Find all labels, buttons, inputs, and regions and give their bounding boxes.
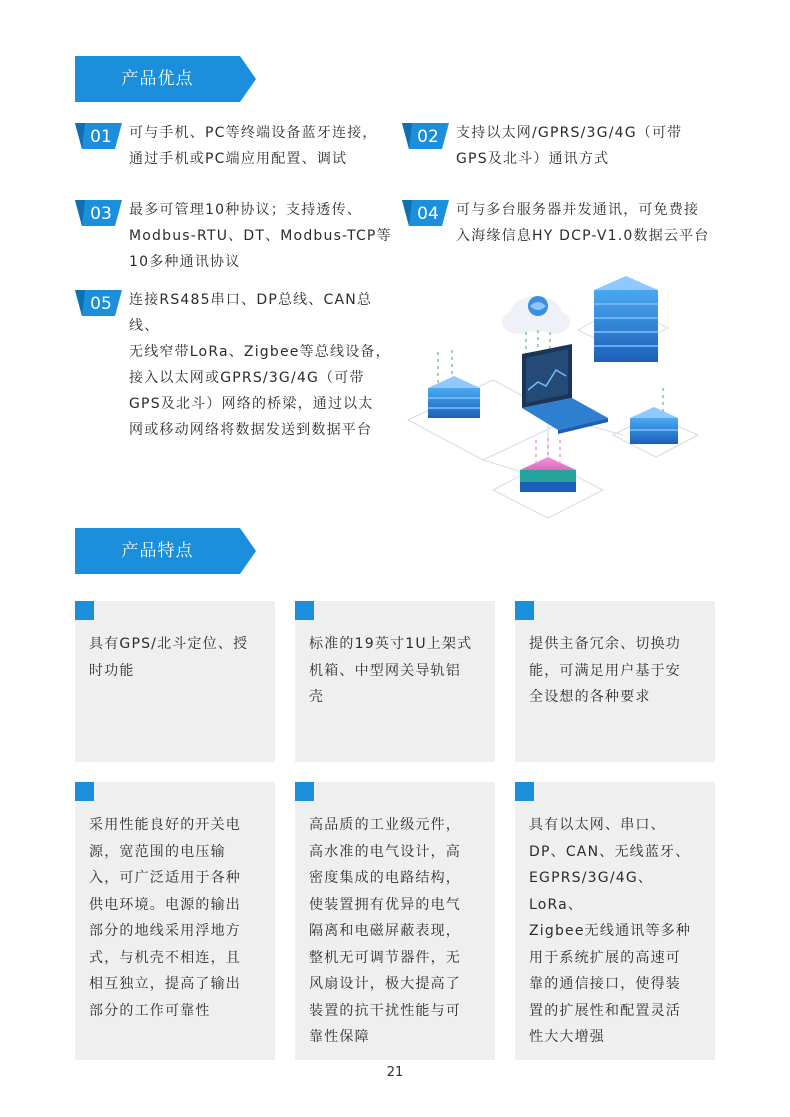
number-badge: 05	[75, 290, 122, 316]
server-stack-icon	[520, 438, 576, 492]
feature-card	[75, 782, 275, 1060]
feature-text: 具有GPS/北斗定位、授 时功能	[89, 636, 249, 679]
server-stack-icon	[630, 407, 678, 444]
square-marker-icon	[295, 601, 314, 620]
advantage-item	[402, 123, 722, 183]
feature-text: 提供主备冗余、切换功 能，可满足用户基于安 全设想的各种要求	[529, 636, 681, 705]
square-marker-icon	[515, 782, 534, 801]
advantage-text: 可与手机、PC等终端设备蓝牙连接， 通过手机或PC端应用配置、调试	[129, 125, 378, 167]
advantage-text: 连接RS485串口、DP总线、CAN总线、 无线窄带LoRa、Zigbee等总线设备， 接入以太网或GPRS/3G/4G（可带 GPS及北斗）网络的桥梁，通过以太 网或移动网络将数据发送到数据平台	[129, 292, 391, 438]
advantage-item	[75, 290, 395, 438]
feature-text: 标准的19英寸1U上架式 机箱、中型网关导轨铝 壳	[309, 636, 473, 705]
section-banner-features	[75, 528, 256, 574]
number-badge: 04	[402, 200, 449, 226]
square-marker-icon	[295, 782, 314, 801]
square-marker-icon	[75, 601, 94, 620]
network-servers-laptop-illustration	[398, 270, 704, 526]
square-marker-icon	[75, 782, 94, 801]
feature-card	[295, 601, 495, 762]
section-title: 产品特点	[121, 541, 194, 561]
number-badge: 02	[402, 123, 449, 149]
feature-card	[515, 601, 715, 762]
page-number: 21	[386, 1065, 404, 1080]
feature-text: 具有以太网、串口、 DP、CAN、无线蓝牙、 EGPRS/3G/4G、LoRa、 Zigbee无线通讯等多种 用于系统扩展的高速可 靠的通信接口，使得装 置的扩展性和配置灵活 性大大增强	[529, 817, 692, 1045]
feature-text: 高品质的工业级元件， 高水准的电气设计，高 密度集成的电路结构， 使装置拥有优异的电气 隔离和电磁屏蔽表现， 整机无可调节器件，无 风扇设计，极大提高了 装置的抗干扰性能与可 靠性保障	[309, 817, 461, 1045]
section-banner-advantages	[75, 56, 256, 102]
advantage-item	[402, 200, 722, 260]
feature-text: 采用性能良好的开关电 源，宽范围的电压输 入，可广泛适用于各种 供电环境。电源的输出 部分的地线采用浮地方 式，与机壳不相连，且 相互独立，提高了输出 部分的工作可靠性	[89, 817, 241, 1019]
server-stack-icon	[594, 276, 658, 362]
advantage-text: 支持以太网/GPRS/3G/4G（可带 GPS及北斗）通讯方式	[456, 125, 683, 167]
square-marker-icon	[515, 601, 534, 620]
server-stack-icon	[428, 376, 480, 418]
number-badge: 01	[75, 123, 122, 149]
feature-card	[75, 601, 275, 762]
advantage-text: 最多可管理10种协议；支持透传、 Modbus-RTU、DT、Modbus-TCP等 10多种通讯协议	[129, 202, 392, 270]
number-badge: 03	[75, 200, 122, 226]
advantage-item	[75, 200, 395, 280]
advantage-text: 可与多台服务器并发通讯，可免费接 入海缘信息HY DCP-V1.0数据云平台	[456, 202, 710, 244]
section-title: 产品优点	[121, 69, 194, 89]
cloud-icon	[502, 296, 570, 334]
advantage-item	[75, 123, 395, 183]
feature-card	[295, 782, 495, 1060]
feature-card	[515, 782, 715, 1060]
